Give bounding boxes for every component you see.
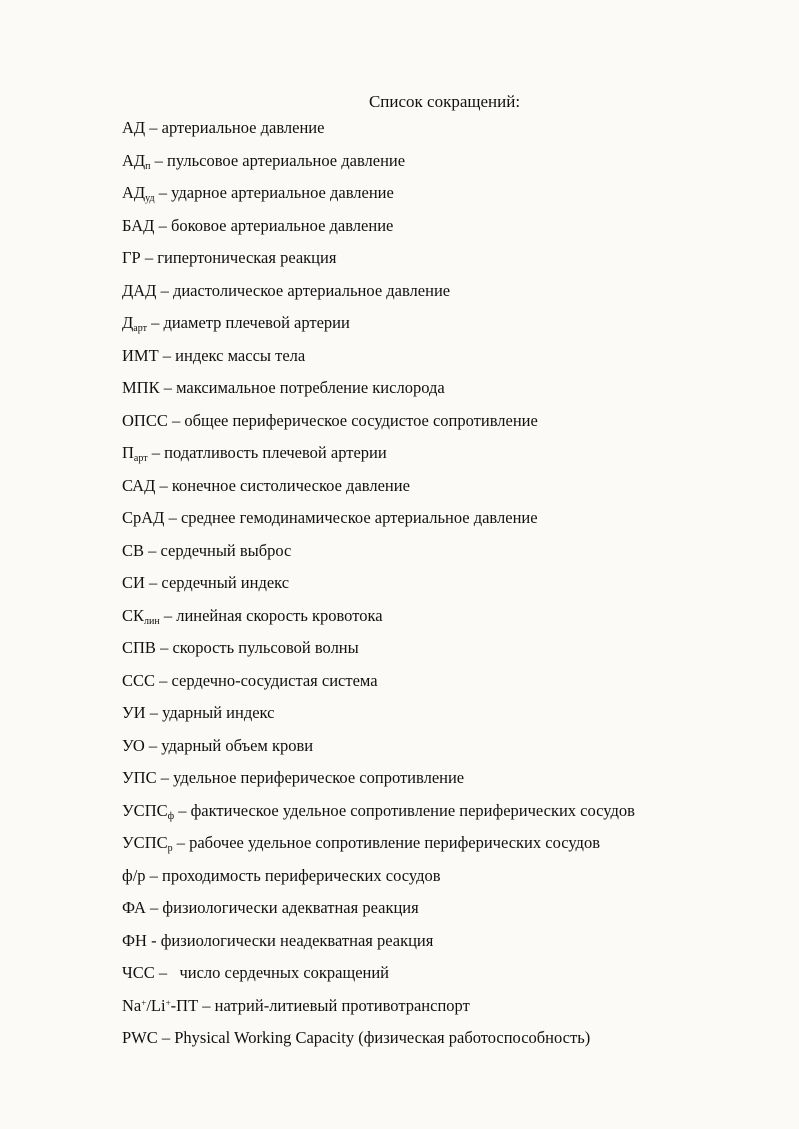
definition: ударное артериальное давление [171, 183, 394, 202]
list-item [122, 247, 782, 280]
separator: – [154, 215, 171, 235]
separator: – [145, 703, 163, 722]
abbreviation: Na+/Li+ [122, 995, 171, 1015]
definition: податливость плечевой артерии [164, 443, 387, 462]
separator: – [156, 768, 174, 787]
abbreviation: $П_{арт}$ [122, 443, 148, 464]
definition: гипертоническая реакция [157, 248, 337, 267]
definition: диастолическое артериальное давление [172, 280, 451, 300]
definition: среднее гемодинамическое артериальное давление [180, 508, 538, 527]
list-item [122, 800, 782, 833]
list-item [122, 150, 782, 183]
list-item [122, 670, 782, 703]
definition: рабочее удельное сопротивление периферических сосудов [189, 833, 600, 852]
list-item [122, 930, 782, 963]
separator: – [156, 280, 173, 300]
list-item [122, 540, 782, 573]
separator: – [144, 540, 161, 560]
list-item [122, 475, 782, 508]
separator: – [164, 508, 181, 527]
abbreviation: ФН [122, 930, 147, 950]
list-item [122, 962, 782, 995]
list-item [122, 410, 782, 443]
abbreviation: ГР [122, 248, 141, 267]
definition: боковое артериальное давление [170, 215, 394, 235]
definition: линейная скорость кровотока [176, 605, 383, 625]
definition: -ПТ – натрий-литиевый противотранспорт [170, 995, 470, 1015]
list-item [122, 865, 782, 898]
abbreviation: $АД_{уд}$ [122, 183, 155, 204]
separator: - [146, 930, 161, 950]
separator: – [145, 865, 163, 885]
abbreviation: АД [122, 118, 146, 137]
list-item [122, 215, 782, 248]
abbreviation: СрАД [122, 508, 165, 527]
separator: – [154, 183, 172, 202]
definition: проходимость периферических сосудов [162, 865, 441, 885]
definition: число сердечных сокращений [179, 963, 390, 982]
list-item [122, 767, 782, 800]
definition: индекс массы тела [175, 345, 306, 365]
definition: скорость пульсовой волны [172, 638, 359, 657]
abbreviation: УПС [122, 768, 157, 787]
definition: пульсовое артериальное давление [167, 150, 406, 170]
separator: – [155, 475, 172, 495]
definition: сердечный выброс [160, 540, 292, 560]
list-item [122, 312, 782, 345]
list-item [122, 605, 782, 638]
abbreviation: МПК [122, 378, 160, 397]
abbreviation: $УСПС_ф$ [122, 800, 175, 822]
separator: – [172, 833, 190, 852]
definition: физиологически неадекватная реакция [160, 930, 434, 950]
separator: – [159, 605, 177, 625]
separator: – [155, 638, 173, 657]
separator: – [145, 118, 162, 137]
list-item-na-li [122, 995, 782, 1028]
abbreviation: СИ [122, 573, 145, 592]
separator: – [155, 670, 172, 690]
separator: – [145, 898, 163, 917]
page-title: Список сокращений: [368, 92, 521, 111]
definition: сердечно-сосудистая система [171, 670, 378, 690]
list-item [122, 572, 782, 605]
definition: диаметр плечевой артерии [163, 313, 350, 332]
abbreviation: УИ [122, 703, 146, 722]
abbreviation: БАД [122, 215, 155, 235]
list-item [122, 897, 782, 930]
abbreviation: ССС [122, 670, 156, 690]
abbreviation: САД [122, 475, 156, 495]
definition: физиологически адекватная реакция [162, 898, 419, 917]
list-item [122, 507, 782, 540]
list-item [122, 117, 782, 150]
separator: – [144, 735, 162, 755]
list-item [122, 637, 782, 670]
definition: сердечный индекс [161, 573, 290, 592]
separator: – [158, 345, 176, 365]
abbreviation: ФА [122, 898, 146, 917]
separator: – [159, 378, 177, 397]
abbreviation: ОПСС [122, 410, 168, 430]
abbreviation: $АД_п$ [122, 150, 151, 172]
separator: – [144, 573, 162, 592]
definition: ударный индекс [162, 703, 275, 722]
separator: – [174, 800, 191, 820]
list-item [122, 702, 782, 735]
abbreviation: ИМТ [122, 345, 159, 365]
definition: удельное периферическое сопротивление [173, 768, 465, 787]
list-item [122, 832, 782, 865]
definition: максимальное потребление кислорода [176, 378, 445, 397]
list-item [122, 735, 782, 768]
definition: ударный объем крови [161, 735, 314, 755]
list-item [122, 345, 782, 378]
separator: – [150, 150, 168, 170]
list-item [122, 182, 782, 215]
abbreviation: СПВ [122, 638, 156, 657]
abbreviation-list [122, 117, 782, 1060]
definition: общее периферическое сосудистое сопротивление [184, 410, 538, 430]
list-item [122, 377, 782, 410]
separator: – [167, 410, 185, 430]
abbreviation: $УСПС_р$ [122, 833, 173, 854]
abbreviation: $СК_{лин}$ [122, 605, 160, 627]
separator: – [146, 313, 164, 332]
definition: PWC – Physical Working Capacity (физическая работоспособность) [122, 1028, 591, 1047]
separator: – [147, 443, 165, 462]
abbreviation: ф/р [122, 865, 146, 885]
abbreviation: УО [122, 735, 145, 755]
definition: конечное систолическое давление [171, 475, 410, 495]
abbreviation: СВ [122, 540, 145, 560]
list-item [122, 442, 782, 475]
abbreviation: $Д_{арт}$ [122, 313, 147, 334]
abbreviation: ДАД [122, 280, 157, 300]
separator: – [154, 963, 180, 982]
definition: фактическое удельное сопротивление периферических сосудов [190, 800, 635, 820]
list-item [122, 280, 782, 313]
separator: – [140, 248, 158, 267]
list-item-pwc [122, 1027, 782, 1060]
abbreviation: ЧСС [122, 963, 155, 982]
definition: артериальное давление [161, 118, 325, 137]
